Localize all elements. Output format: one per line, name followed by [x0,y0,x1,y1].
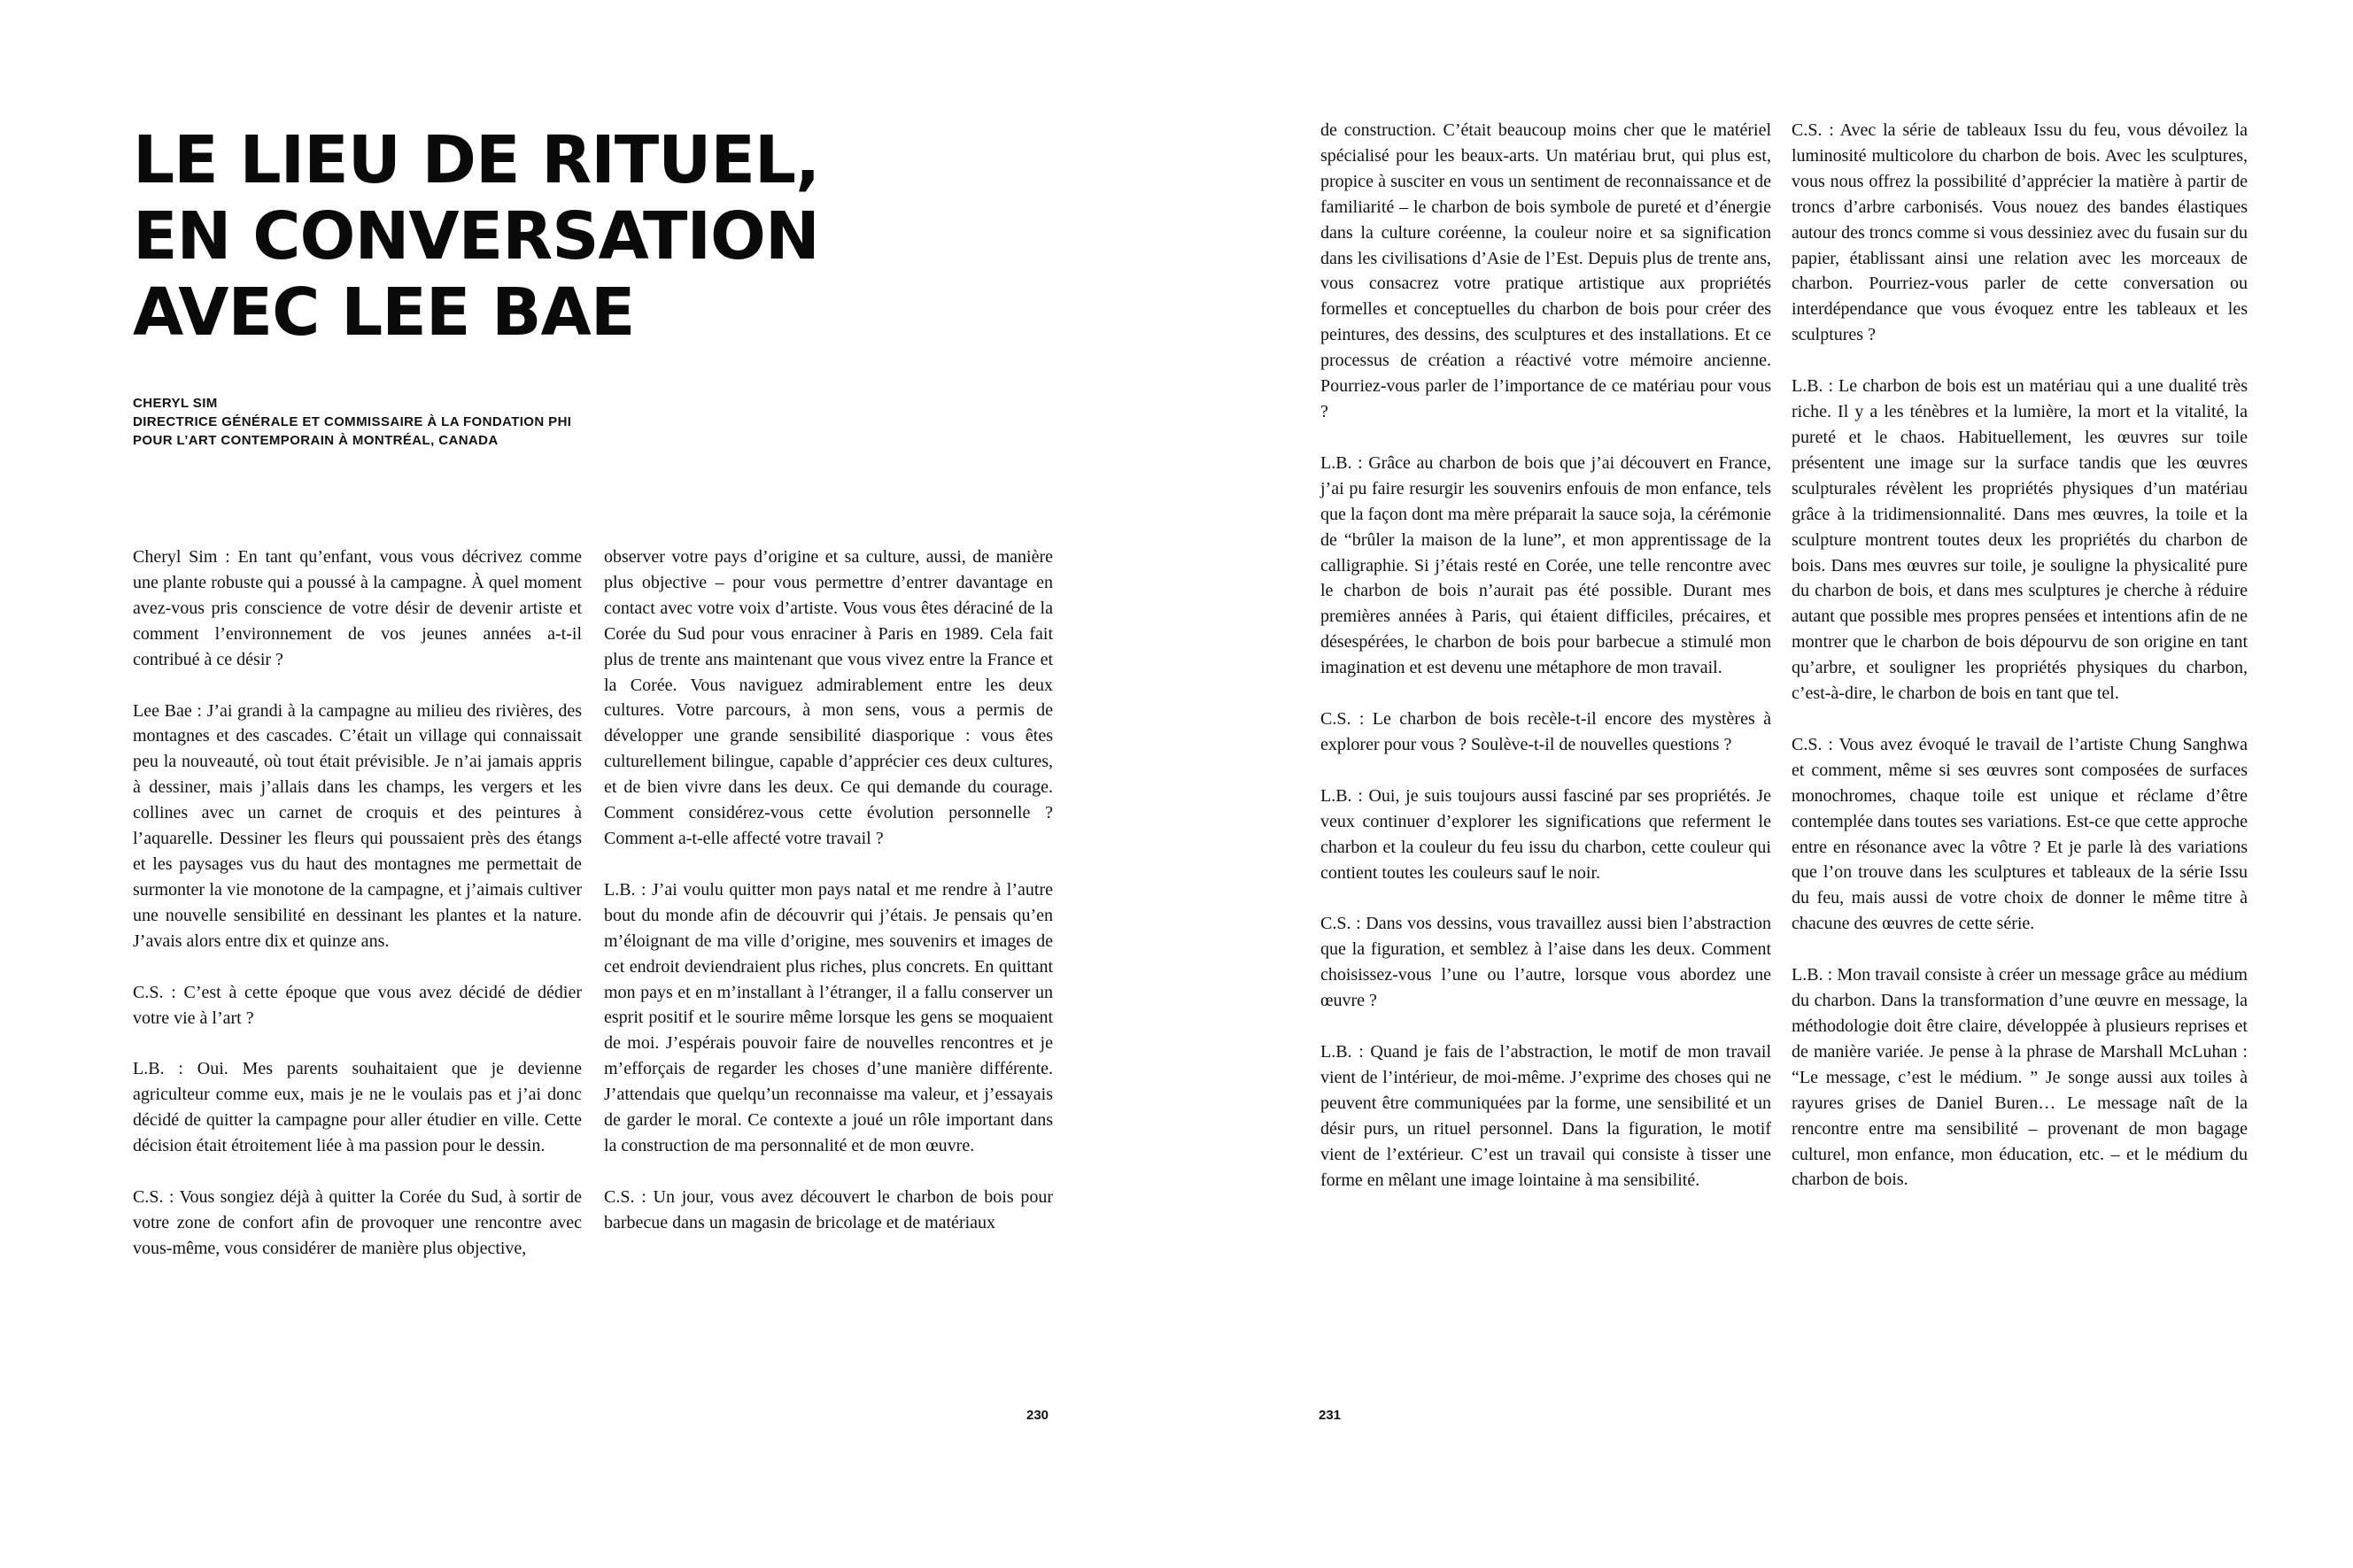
title-line-3: AVEC LEE BAE [133,274,635,351]
author-role-line-1: DIRECTRICE GÉNÉRALE ET COMMISSAIRE À LA FONDATION PHI [133,414,572,429]
paragraph-text: En tant qu’enfant, vous vous décrivez comme une plante robuste qui a poussé à la campagne. À quel moment avez-vous pris conscience de votre désir de devenir artiste et comment l’environnement de vos jeunes années a-t-il contribué à ce désir ? [133,547,583,669]
paragraph-text: Le charbon de bois recèle-t-il encore des mystères à explorer pour vous ? Soulève-t-il de nouvelles questions ? [1320,709,1771,754]
paragraph-text: de construction. C’était beaucoup moins cher que le matériel spécialisé pour les beaux-arts. Un matériau brut, qui plus est, propice à susciter en vous un sentiment de reconnaissance et de familiarité – le charbon de bois symbole de pureté et d’énergie dans la culture coréenne, la couleur noire et sa signification dans les civilisations d’Asie de l’Est. Depuis plus de trente ans, vous consacrez votre pratique artistique aux propriétés formelles et conceptuelles du charbon de bois pour créer des peintures, des dessins, des sculptures et des installations. Et ce processus de création a réactivé votre mémoire ancienne. Pourriez-vous parler de l’importance de ce matériau pour vous ? [1320,120,1771,421]
interview-paragraph [1320,451,1771,681]
interview-paragraph [1320,118,1771,425]
byline [133,394,753,450]
speaker-label: C.S. : [133,1187,174,1208]
author-name: CHERYL SIM [133,396,218,411]
paragraph-text: Vous songiez déjà à quitter la Corée du Sud, à sortir de votre zone de confort afin de provoquer une rencontre avec vous-même, vous considérer de manière plus objective, [133,1187,582,1258]
speaker-label: L.B. : [604,879,646,900]
interview-paragraph [1792,118,2248,348]
interview-paragraph [1792,374,2248,707]
page-left [0,0,1176,1568]
paragraph-text: Mon travail consiste à créer un message grâce au médium du charbon. Dans la transformation d’une œuvre en message, la méthodologie doit être claire, développée à plusieurs reprises et de manière variée. Je pense à la phrase de Marshall McLuhan : “Le message, c’est le médium. ” Je songe aussi aux toiles à rayures grises de Daniel Buren… Le message naît de la rencontre entre ma sensibilité – provenant de mon bagage culturel, mon enfance, mon éducation, etc. – et le médium du charbon de bois. [1792,965,2248,1190]
interview-paragraph [1320,707,1771,758]
paragraph-text: Vous avez évoqué le travail de l’artiste Chung Sanghwa et comment, même si ses œuvres sont composées de surfaces monochromes, chaque toile est unique et réclame d’être contemplée dans toutes ses variations. Est-ce que cette approche entre en résonance avec la vôtre ? Et je parle là des variations que l’on trouve dans les sculptures et tableaux de la série Issu du feu, mais aussi de votre choix de donner le même titre à chacune des œuvres de cette série. [1792,734,2248,934]
text-column-3 [1320,118,1771,1193]
paragraph-text: J’ai grandi à la campagne au milieu des rivières, des montagnes et des cascades. C’était un village qui connaissait peu la nouveauté, où tout était prévisible. Je n’ai jamais appris à dessiner, mais j’allais dans les champs, les vergers et les collines avec un carnet de croquis et des peintures à l’aquarelle. Dessiner les fleurs qui poussaient près des étangs et les paysages vus du haut des montagnes me permettait de surmonter la vie monotone de la campagne, et j’aimais cultiver une nouvelle sensibilité en dessinant les plantes et la nature. J’avais alors entre dix et quinze ans. [133,700,583,951]
interview-paragraph [1320,784,1771,886]
title-line-1: LE LIEU DE RITUEL, [133,122,820,198]
interview-paragraph [133,545,582,673]
page-right [1176,0,2353,1568]
speaker-label: Cheryl Sim : [133,547,230,567]
speaker-label: C.S. : [133,982,176,1002]
page-number-left: 230 [1026,1408,1049,1423]
interview-paragraph [133,1056,582,1159]
speaker-label: Lee Bae : [133,700,202,721]
interview-paragraph [604,1185,1053,1236]
speaker-label: L.B. : [1320,1042,1364,1062]
paragraph-text: Grâce au charbon de bois que j’ai découvert en France, j’ai pu faire resurgir les souvenirs enfouis de mon enfance, tels que la façon dont ma mère préparait la sauce soja, la cérémonie de “brûler la maison de la lune”, et mon apprentissage de la calligraphie. Si j’étais resté en Corée, une telle rencontre avec le charbon de bois n’aurait pas été possible. Durant mes premières années à Paris, qui étaient difficiles, précaires, et désespérées, le charbon de bois pour barbecue a stimulé mon imagination et est devenu une métaphore de mon travail. [1320,452,1771,678]
paragraph-text: observer votre pays d’origine et sa culture, aussi, de manière plus objective – pour vous permettre d’entrer davantage en contact avec votre voix d’artiste. Vous vous êtes déraciné de la Corée du Sud pour vous enraciner à Paris en 1989. Cela fait plus de trente ans maintenant que vous vivez entre la France et la Corée. Vous naviguez admirablement entre les deux cultures. Votre parcours, à mon sens, vous a permis de développer une grande sensibilité diasporique : vous êtes culturellement bilingue, capable d’apprécier ces deux cultures, et de bien vivre dans les deux. Ce qui demande du courage. Comment considérez-vous cette évolution personnelle ? Comment a-t-elle affecté votre travail ? [604,547,1053,848]
text-column-4 [1792,118,2248,1193]
title-line-2: EN CONVERSATION [133,198,819,274]
speaker-label: L.B. : [1792,376,1834,397]
interview-paragraph [604,877,1053,1159]
interview-paragraph [133,1185,582,1262]
speaker-label: C.S. : [1792,120,1834,140]
paragraph-text: J’ai voulu quitter mon pays natal et me rendre à l’autre bout du monde afin de découvrir qui j’étais. Je pensais qu’en m’éloignant de ma ville d’origine, mes souvenirs et images de cet endroit deviendraient plus riches, plus concrets. En quittant mon pays et en m’installant à l’étranger, il a fallu conserver un esprit positif et le sourire même lorsque les gens se moquaient de moi. J’espérais pouvoir faire de nouvelles rencontres et je m’efforçais de regarder les choses d’une manière différente. J’attendais que quelqu’un reconnaisse ma valeur, et j’essayais de garder le moral. Ce contexte a joué un rôle important dans la construction de ma personnalité et de mon œuvre. [604,879,1053,1155]
speaker-label: C.S. : [604,1186,646,1207]
text-column-1 [133,545,582,1262]
paragraph-text: Un jour, vous avez découvert le charbon de bois pour barbecue dans un magasin de bricolage et de matériaux [604,1186,1053,1232]
speaker-label: L.B. : [1792,965,1833,985]
interview-paragraph [1320,911,1771,1014]
author-role-line-2: POUR L’ART CONTEMPORAIN À MONTRÉAL, CANADA [133,433,499,448]
interview-paragraph [604,545,1053,852]
interview-paragraph [1320,1039,1771,1193]
page-number-right: 231 [1319,1408,1342,1423]
speaker-label: L.B. : [1320,452,1363,473]
interview-paragraph [1792,962,2248,1193]
paragraph-text: Avec la série de tableaux Issu du feu, vous dévoilez la luminosité multicolore du charbon de bois. Avec les sculptures, vous nous offrez la possibilité d’apprécier la matière à partir de troncs d’arbre carbonisés. Vous nouez des bandes élastiques autour des troncs comme si vous dessiniez avec du fusain sur du papier, établissant ainsi une relation avec les morceaux de charbon. Pourriez-vous parler de cette conversation ou interdépendance que vous évoquez entre les tableaux et les sculptures ? [1792,120,2248,345]
speaker-label: L.B. : [1320,785,1363,806]
interview-paragraph [133,980,582,1031]
interview-paragraph [133,699,582,954]
speaker-label: C.S. : [1792,734,1833,754]
paragraph-text: Oui, je suis toujours aussi fasciné par ses propriétés. Je veux continuer d’explorer les significations que referment le charbon et la couleur du feu issu du charbon, cette couleur qui contient toutes les couleurs sauf le noir. [1320,785,1771,883]
speaker-label: L.B. : [133,1059,183,1079]
paragraph-text: C’est à cette époque que vous avez décidé de dédier votre vie à l’art ? [133,982,583,1028]
paragraph-text: Oui. Mes parents souhaitaient que je devienne agriculteur comme eux, mais je ne le voulais pas et j’ai donc décidé de quitter la campagne pour aller étudier en ville. Cette décision était étroitement liée à ma passion pour le dessin. [133,1059,582,1156]
interview-paragraph [1792,732,2248,937]
article-title [133,122,930,351]
speaker-label: C.S. : [1320,914,1361,934]
speaker-label: C.S. : [1320,709,1365,730]
paragraph-text: Dans vos dessins, vous travaillez aussi bien l’abstraction que la figuration, et semblez à l’aise dans les deux. Comment choisissez-vous l’une ou l’autre, lorsque vous abordez une œuvre ? [1320,914,1771,1011]
paragraph-text: Quand je fais de l’abstraction, le motif de mon travail vient de l’intérieur, de moi-même. J’exprime des choses qui ne peuvent être communiquées par la forme, une sensibilité et un désir purs, un rituel personnel. Dans la figuration, le motif vient de l’extérieur. C’est un travail qui consiste à tisser une forme en mêlant une image lointaine à ma sensibilité. [1320,1042,1772,1190]
paragraph-text: Le charbon de bois est un matériau qui a une dualité très riche. Il y a les ténèbres et la lumière, la mort et la vitalité, la pureté et le chaos. Habituellement, les œuvres sur toile présentent une image sur la surface tandis que les œuvres sculpturales révèlent les propriétés physiques d’un matériau grâce à la tridimensionnalité. Dans mes œuvres, la toile et la sculpture montrent toutes deux les propriétés du charbon de bois. Dans mes œuvres sur toile, je souligne la physicalité pure du charbon de bois, et dans mes sculptures je cherche à réduire autant que possible mes propres pensées et intentions afin de ne montrer que le charbon de bois dépourvu de son origine en tant qu’arbre, et souligner les propriétés physiques du charbon, c’est-à-dire, le charbon de bois en tant que tel. [1792,376,2249,704]
text-column-2 [604,545,1053,1236]
